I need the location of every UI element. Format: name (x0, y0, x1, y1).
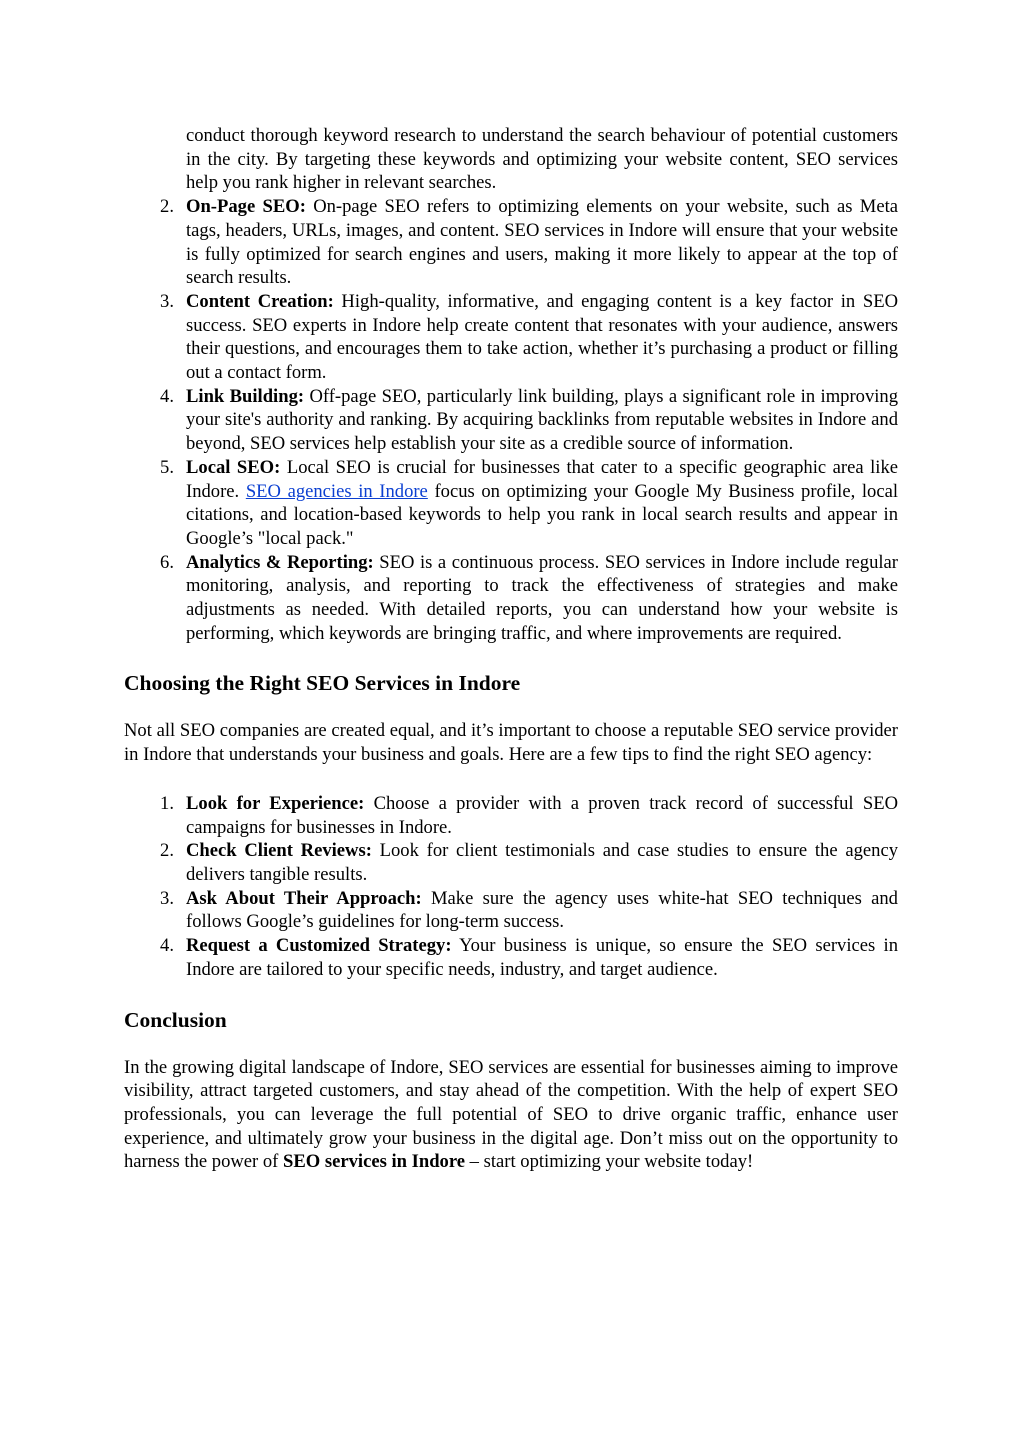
list-item-body-after-link: focus on optimizing your Google My Business profile, local citations, and location-based keywords to help you rank in local search results and appear in Google’s "local pack." (186, 480, 899, 549)
list-number: 5. (160, 456, 174, 478)
choosing-intro-paragraph: Not all SEO companies are created equal, and it’s important to choose a reputable SEO service provider in Indore that understands your business and goals. Here are a few tips to find the right SEO agency: (124, 720, 898, 766)
list-item-body: Choose a provider with a proven track record of successful SEO campaigns for businesses in Indore. (186, 792, 899, 838)
list-item-title: Content Creation: (186, 290, 334, 312)
list-item-analytics-reporting (124, 551, 898, 646)
list-item-text (186, 792, 898, 839)
list-item-text (186, 290, 898, 385)
list-item-body: On-page SEO refers to optimizing elements on your website, such as Meta tags, headers, URLs, images, and content. SEO services in Indore will ensure that your website is fully optimized for search engines and users, making it more likely to appear at the top of search results. (186, 196, 898, 289)
list-number: 6. (160, 551, 174, 573)
list-item-text (186, 456, 898, 551)
list-item-body: SEO is a continuous process. SEO services in Indore include regular monitoring, analysis, and reporting to track the effectiveness of strategies and make adjustments as needed. With detailed reports, you can understand how your website is performing, which keywords are bringing traffic, and where improvements are required. (186, 551, 898, 644)
list-item-title: Link Building: (186, 385, 305, 407)
list-item-title: Look for Experience: (186, 792, 365, 814)
list-item-text (186, 839, 898, 886)
section-heading-choosing: Choosing the Right SEO Services in Indore (124, 671, 521, 696)
list-number: 1. (160, 792, 174, 814)
list-item-look-for-experience (124, 792, 898, 839)
list-item-content-creation (124, 290, 898, 385)
list-number: 2. (160, 196, 174, 218)
list-item-text (186, 934, 898, 981)
list-item-customized-strategy (124, 934, 898, 981)
conclusion-bold-phrase: SEO services in Indore (283, 1151, 466, 1173)
list-item-text (186, 385, 898, 456)
conclusion-paragraph (124, 1056, 898, 1175)
list-item-title: Analytics & Reporting: (186, 551, 374, 573)
list-item-title: Check Client Reviews: (186, 840, 372, 862)
list-item-title: Ask About Their Approach: (186, 887, 422, 909)
list-item-body: High-quality, informative, and engaging content is a key factor in SEO success. SEO experts in Indore help create content that resonates with your audience, answers their questions, and encourages them to take action, whether it’s purchasing a product or filling out a contact form. (186, 290, 898, 384)
list-item-body-before-link: Local SEO is crucial for businesses that cater to a specific geographic area like Indore. (186, 456, 898, 502)
list-item-body: Look for client testimonials and case studies to ensure the agency delivers tangible results. (186, 840, 898, 885)
seo-agencies-link[interactable]: SEO agencies in Indore (245, 480, 428, 502)
list-item-ask-about-approach (124, 887, 898, 934)
list-item-title: On-Page SEO: (186, 196, 306, 218)
list-item-text (186, 887, 898, 934)
list-number: 4. (160, 935, 174, 957)
document-page (124, 124, 898, 1174)
list-item-link-building (124, 385, 898, 456)
list-item-local-seo (124, 456, 898, 551)
conclusion-text-before: In the growing digital landscape of Indore, SEO services are essential for businesses aiming to improve visibility, attract targeted customers, and stay ahead of the competition. With the help of expert SEO professionals, you can leverage the full potential of SEO to drive organic traffic, enhance user experience, and ultimately grow your business in the digital age. Don’t miss out on the opportunity to harness the power of (124, 1056, 898, 1173)
list-item-body: Make sure the agency uses white-hat SEO techniques and follows Google’s guidelines for long-term success. (186, 887, 898, 933)
list-item-continuation: conduct thorough keyword research to understand the search behaviour of potential customers in the city. By targeting these keywords and optimizing your website content, SEO services help you rank higher in relevant searches. (186, 125, 898, 194)
list-number: 2. (160, 840, 174, 862)
list-item-check-client-reviews (124, 839, 898, 886)
list-item-body: Off-page SEO, particularly link building, plays a significant role in improving your site's authority and ranking. By acquiring backlinks from reputable websites in Indore and beyond, SEO services help establish your site as a credible source of information. (186, 385, 898, 455)
conclusion-text-after: – start optimizing your website today! (465, 1151, 754, 1173)
list-item-body: Your business is unique, so ensure the SEO services in Indore are tailored to your specific needs, industry, and target audience. (186, 935, 898, 980)
list-number: 4. (160, 385, 174, 407)
list-item-text (186, 195, 898, 290)
list-item-title: Local SEO: (186, 456, 281, 478)
list-item-title: Request a Customized Strategy: (186, 935, 452, 957)
services-list (124, 195, 898, 645)
list-number: 3. (160, 887, 174, 909)
tips-list (124, 792, 898, 982)
list-item-on-page-seo (124, 195, 898, 290)
list-number: 3. (160, 290, 174, 312)
list-item-text (186, 551, 898, 646)
section-heading-conclusion: Conclusion (124, 1007, 227, 1032)
